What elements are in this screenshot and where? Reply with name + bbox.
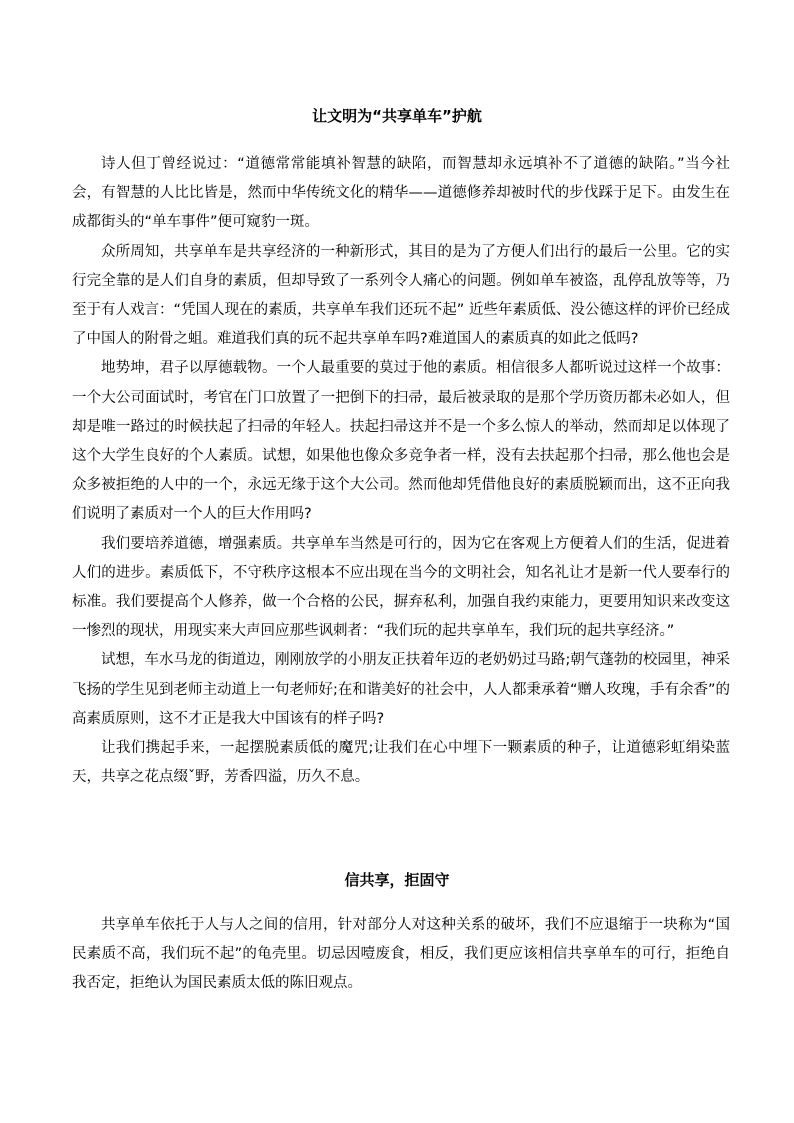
paragraph: 我们要培养道德，增强素质。共享单车当然是可行的，因为它在客观上方便着人们的生活，促进着人们的进步。素质低下，不守秩序这根本不应出现在当今的文明社会，知名礼让才是新一代人要奉行的标准。我们要提高个人修养，做一个合格的公民，摒弃私利，加强自我约束能力，更要用知识来改变这一惨烈的现状，用现实来大声回应那些讽刺者：“我们玩的起共享单车，我们玩的起共享经济。” [72, 535, 730, 640]
paragraph: 诗人但丁曾经说过：“道德常常能填补智慧的缺陷，而智慧却永远填补不了道德的缺陷。”当今社会，有智慧的人比比皆是，然而中华传统文化的精华——道德修养却被时代的步伐踩于足下。由发生在成都街头的“单车事件”便可窥豹一斑。 [72, 156, 730, 231]
essay-title: 让文明为“共享单车”护航 [312, 107, 482, 125]
section-title: 信共享，拒固守 [344, 871, 450, 889]
paragraph: 让我们携起手来，一起摆脱素质低的魔咒;让我们在心中埋下一颗素质的种子，让道德彩虹绢染蓝天，共享之花点缀ˇ野，芳香四溢，历久不息。 [72, 740, 730, 786]
paragraph: 试想，车水马龙的街道边，刚刚放学的小朋友正扶着年迈的老奶奶过马路;朝气蓬勃的校园里，神采飞扬的学生见到老师主动道上一句老师好;在和谐美好的社会中，人人都秉承着“赠人玫瑰，手有余香”的高素质原则，这不才正是我大中国该有的样子吗? [72, 652, 730, 727]
essay-body [72, 150, 730, 792]
paragraph: 地势坤，君子以厚德载物。一个人最重要的莫过于他的素质。相信很多人都听说过这样一个故事：一个大公司面试时，考官在门口放置了一把倒下的扫帚，最后被录取的是那个学历资历都未必如人，但却是唯一路过的时候扶起了扫帚的年轻人。扶起扫帚这并不是一个多么惊人的举动，然而却足以体现了这个大学生良好的个人素质。试想，如果他也像众多竞争者一样，没有去扶起那个扫帚，那么他也会是众多被拒绝的人中的一个，永远无缘于这个大公司。然而他却凭借他良好的素质脱颖而出，这不正向我们说明了素质对一个人的巨大作用吗? [72, 360, 730, 523]
section-body [72, 911, 730, 999]
paragraph: 共享单车依托于人与人之间的信用，针对部分人对这种关系的破坏，我们不应退缩于一块称为“国民素质不高，我们玩不起”的龟壳里。切忌因噎废食，相反，我们更应该相信共享单车的可行，拒绝自我否定，拒绝认为国民素质太低的陈旧观点。 [72, 917, 730, 992]
paragraph: 众所周知，共享单车是共享经济的一种新形式，其目的是为了方便人们出行的最后一公里。它的实行完全靠的是人们自身的素质，但却导致了一系列令人痛心的问题。例如单车被盗，乱停乱放等等，乃至于有人戏言：“凭国人现在的素质，共享单车我们还玩不起” 近些年素质低、没公德这样的评价已经成了中国人的附骨之蛆。难道我们真的玩不起共享单车吗?难道国人的素质真的如此之低吗? [72, 243, 730, 348]
